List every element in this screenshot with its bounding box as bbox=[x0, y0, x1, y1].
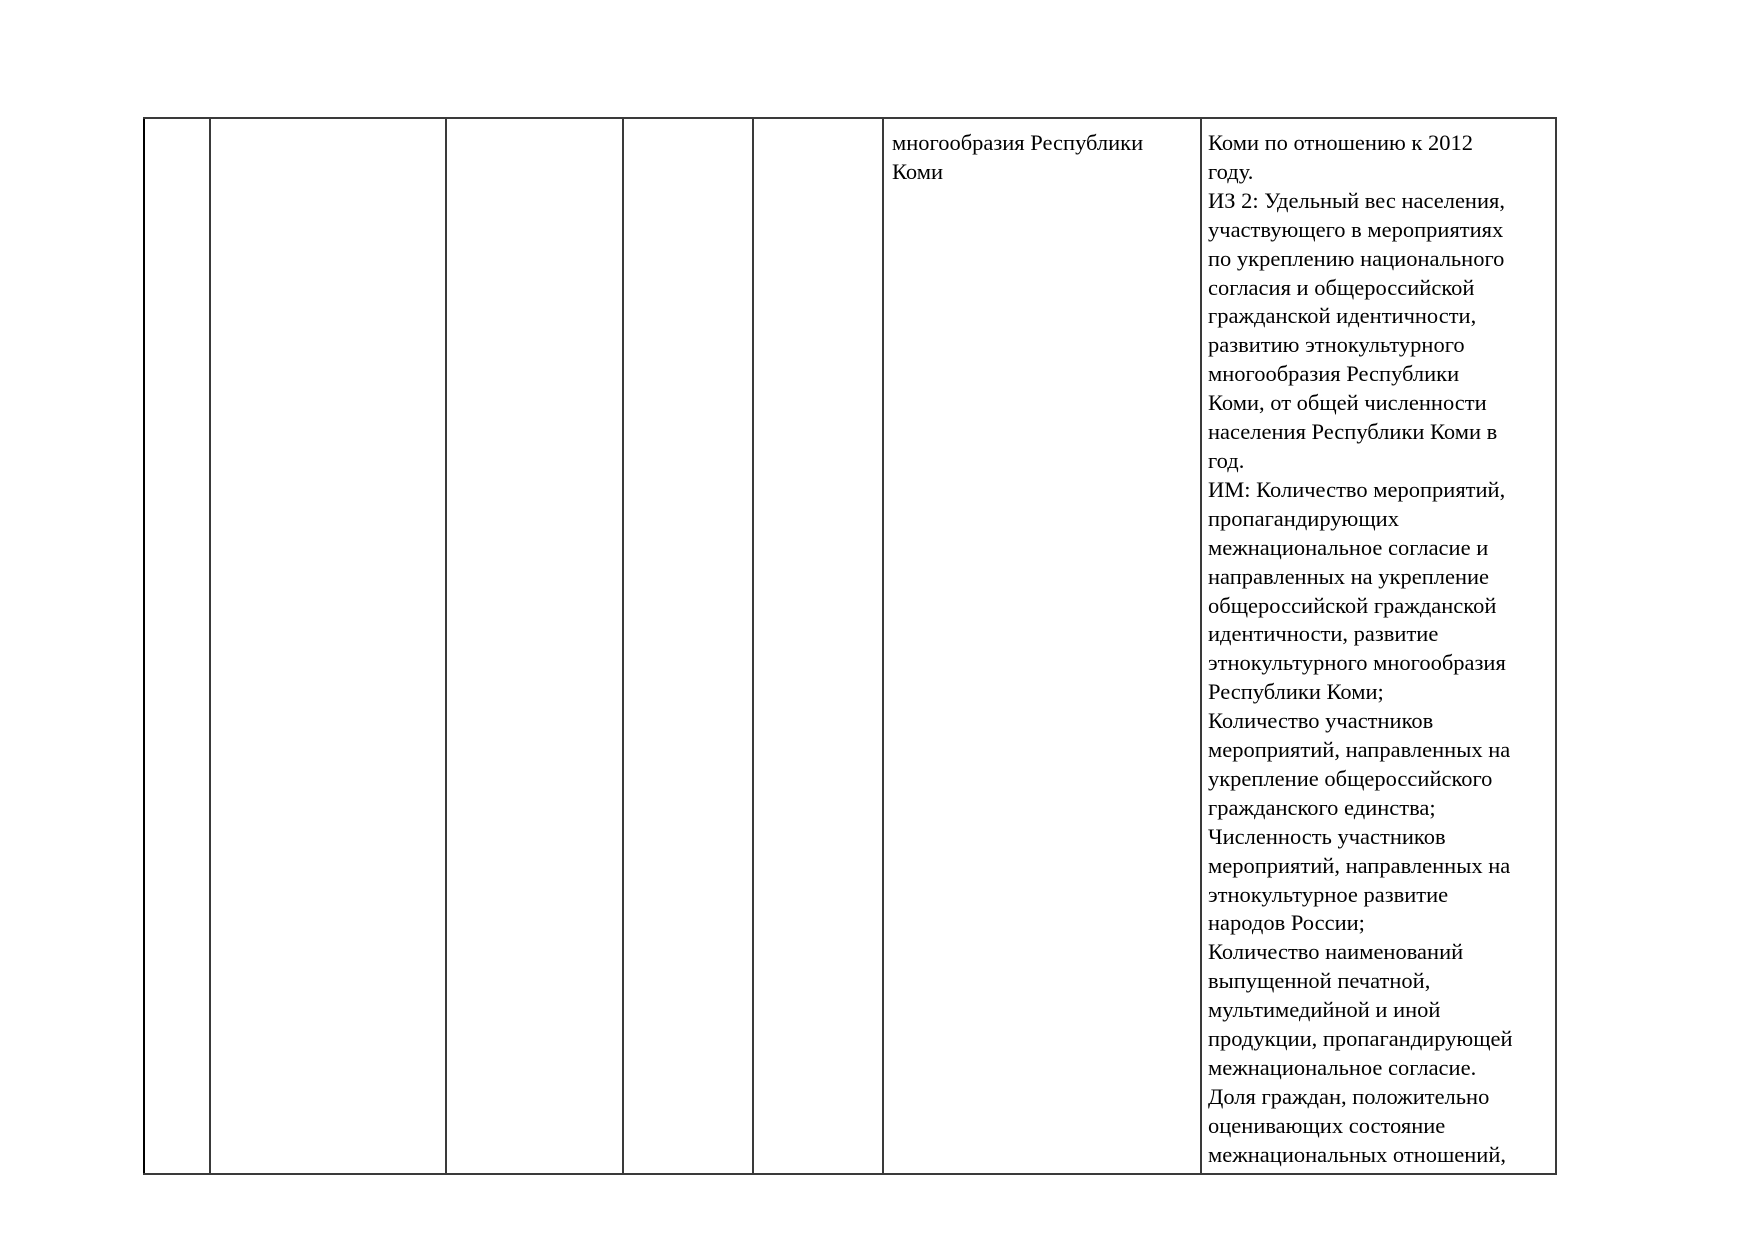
cell-text-line: многообразия Республики bbox=[1208, 361, 1460, 387]
cell-text-line: Численность участников bbox=[1208, 823, 1446, 849]
table-cell-expected-result bbox=[883, 118, 1201, 1174]
cell-text-line: идентичности, развитие bbox=[1208, 621, 1439, 647]
cell-text-line: Коми по отношению к 2012 bbox=[1208, 130, 1473, 155]
cell-text-line: населения Республики Коми в bbox=[1208, 419, 1498, 445]
cell-text-line: межнациональных отношений, bbox=[1208, 1141, 1507, 1167]
cell-text-line: общероссийской гражданской bbox=[1208, 592, 1497, 618]
table-cell-indicators bbox=[1201, 118, 1556, 1174]
cell-text-line: укрепление общероссийского bbox=[1208, 765, 1493, 791]
table-cell-executor bbox=[446, 118, 623, 1174]
cell-text-line: мероприятий, направленных на bbox=[1208, 737, 1511, 763]
cell-text-line: году. bbox=[1208, 158, 1254, 184]
cell-text-line: оценивающих состояние bbox=[1208, 1112, 1446, 1138]
cell-text-line: мультимедийной и иной bbox=[1208, 997, 1441, 1023]
cell-text-line: межнациональное согласие. bbox=[1208, 1055, 1477, 1080]
table-cell-name bbox=[210, 118, 446, 1174]
cell-text-line: Количество наименований bbox=[1208, 939, 1464, 965]
cell-text-line: согласия и общероссийской bbox=[1208, 274, 1475, 300]
cell-text-line: Коми, от общей численности bbox=[1208, 390, 1487, 416]
cell-text-line: развитию этнокультурного bbox=[1208, 332, 1465, 358]
table-cell-start bbox=[623, 118, 753, 1174]
cell-text-line: участвующего в мероприятиях bbox=[1208, 216, 1504, 242]
program-table bbox=[143, 117, 1557, 1175]
cell-text-line: выпущенной печатной, bbox=[1208, 968, 1431, 994]
cell-text-line: пропагандирующих bbox=[1208, 505, 1399, 531]
cell-text-line: Коми bbox=[892, 158, 943, 184]
cell-text-line: направленных на укрепление bbox=[1208, 563, 1490, 589]
cell-text-line: народов России; bbox=[1208, 910, 1365, 936]
cell-text-line: по укреплению национального bbox=[1208, 245, 1505, 271]
cell-text-line: гражданского единства; bbox=[1208, 794, 1436, 820]
cell-text-line: Республики Коми; bbox=[1208, 679, 1384, 705]
cell-text-line: ИМ: Количество мероприятий, bbox=[1208, 476, 1506, 502]
table-cell-number bbox=[144, 118, 210, 1174]
cell-text-line: год. bbox=[1208, 447, 1245, 473]
cell-text-line: Доля граждан, положительно bbox=[1208, 1083, 1490, 1109]
table-row bbox=[144, 118, 1556, 1174]
cell-text-line: этнокультурного многообразия bbox=[1208, 650, 1506, 676]
cell-text-line: этнокультурное развитие bbox=[1208, 881, 1449, 907]
table-cell-end bbox=[753, 118, 883, 1174]
cell-text-line: многообразия Республики bbox=[892, 130, 1144, 155]
cell-text-line: Количество участников bbox=[1208, 708, 1434, 734]
cell-text-line: гражданской идентичности, bbox=[1208, 303, 1477, 329]
cell-text-line: межнациональное согласие и bbox=[1208, 534, 1489, 560]
cell-text-line: мероприятий, направленных на bbox=[1208, 852, 1511, 878]
cell-text-line: ИЗ 2: Удельный вес населения, bbox=[1208, 187, 1505, 213]
cell-text-line: продукции, пропагандирующей bbox=[1208, 1026, 1513, 1052]
